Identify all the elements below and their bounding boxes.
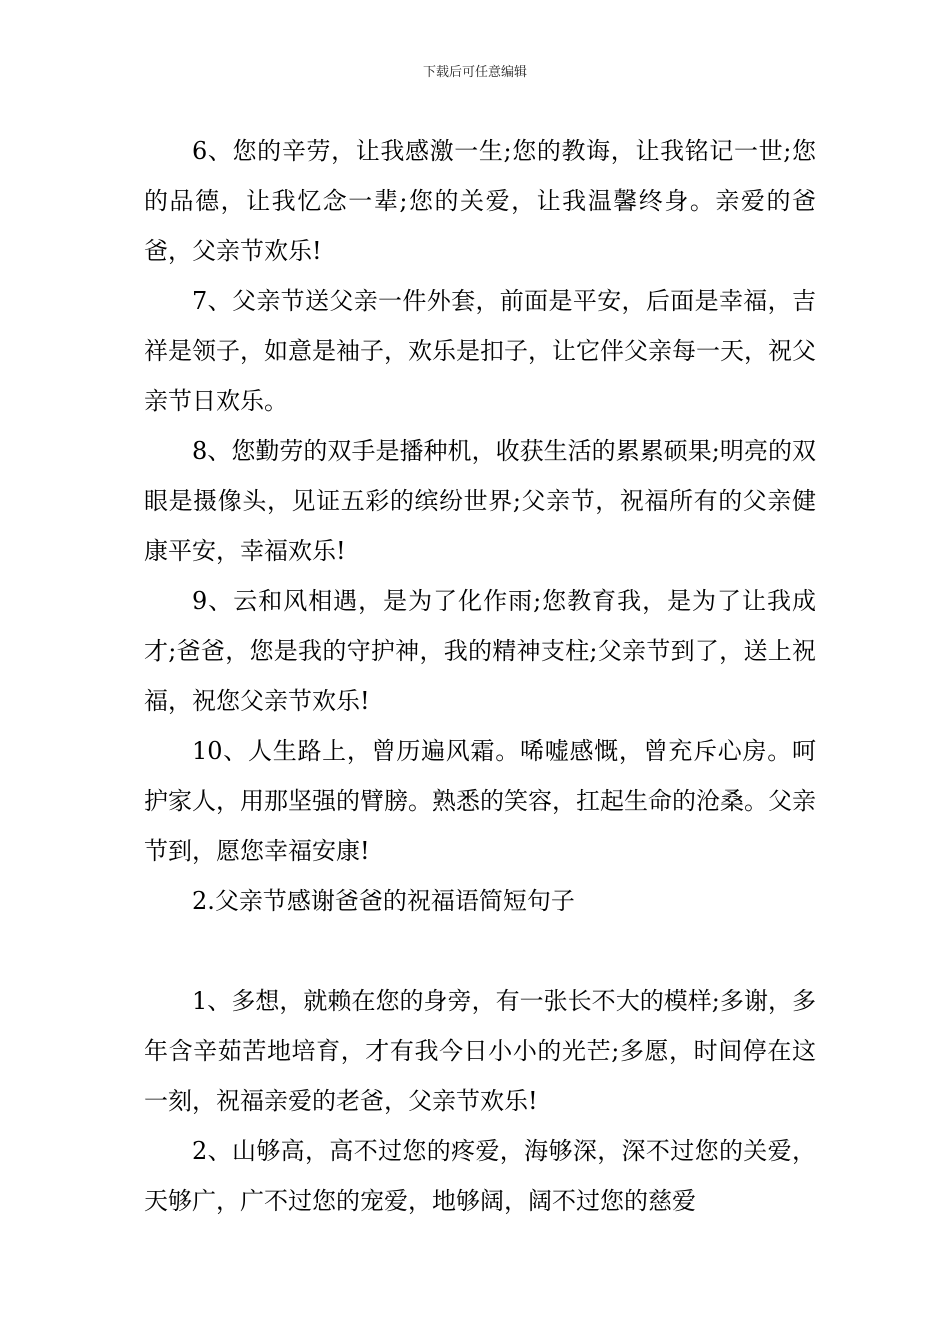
- paragraph-10: 10、人生路上，曾历遍风霜。唏嘘感慨，曾充斥心房。呵护家人，用那坚强的臂膀。熟悉的笑容，扛起生命的沧桑。父亲节到，愿您幸福安康!: [144, 737, 816, 865]
- paragraph-7: 7、父亲节送父亲一件外套，前面是平安，后面是幸福，吉祥是领子，如意是袖子，欢乐是扣子，让它伴父亲每一天，祝父亲节日欢乐。: [144, 287, 816, 415]
- page-header: 下载后可任意编辑: [422, 65, 527, 80]
- document-body: [144, 126, 816, 1226]
- paragraph-6: 6、您的辛劳，让我感激一生;您的教诲，让我铭记一世;您的品德，让我忆念一辈;您的关爱，让我温馨终身。亲爱的爸爸，父亲节欢乐!: [144, 137, 816, 265]
- paragraph-s2-1: 1、多想，就赖在您的身旁，有一张长不大的模样;多谢，多年含辛茹苦地培育，才有我今日小小的光芒;多愿，时间停在这一刻，祝福亲爱的老爸，父亲节欢乐!: [144, 987, 816, 1115]
- blank-line: [144, 926, 816, 976]
- paragraph-8: 8、您勤劳的双手是播种机，收获生活的累累硕果;明亮的双眼是摄像头，见证五彩的缤纷世界;父亲节，祝福所有的父亲健康平安，幸福欢乐!: [144, 437, 816, 565]
- paragraph-s2-2: 2、山够高，高不过您的疼爱，海够深，深不过您的关爱，天够广，广不过您的宠爱，地够阔，阔不过您的慈爱: [144, 1137, 816, 1215]
- paragraph-9: 9、云和风相遇，是为了化作雨;您教育我，是为了让我成才;爸爸，您是我的守护神，我的精神支柱;父亲节到了，送上祝福，祝您父亲节欢乐!: [144, 587, 816, 715]
- section-heading: 2.父亲节感谢爸爸的祝福语简短句子: [192, 887, 575, 915]
